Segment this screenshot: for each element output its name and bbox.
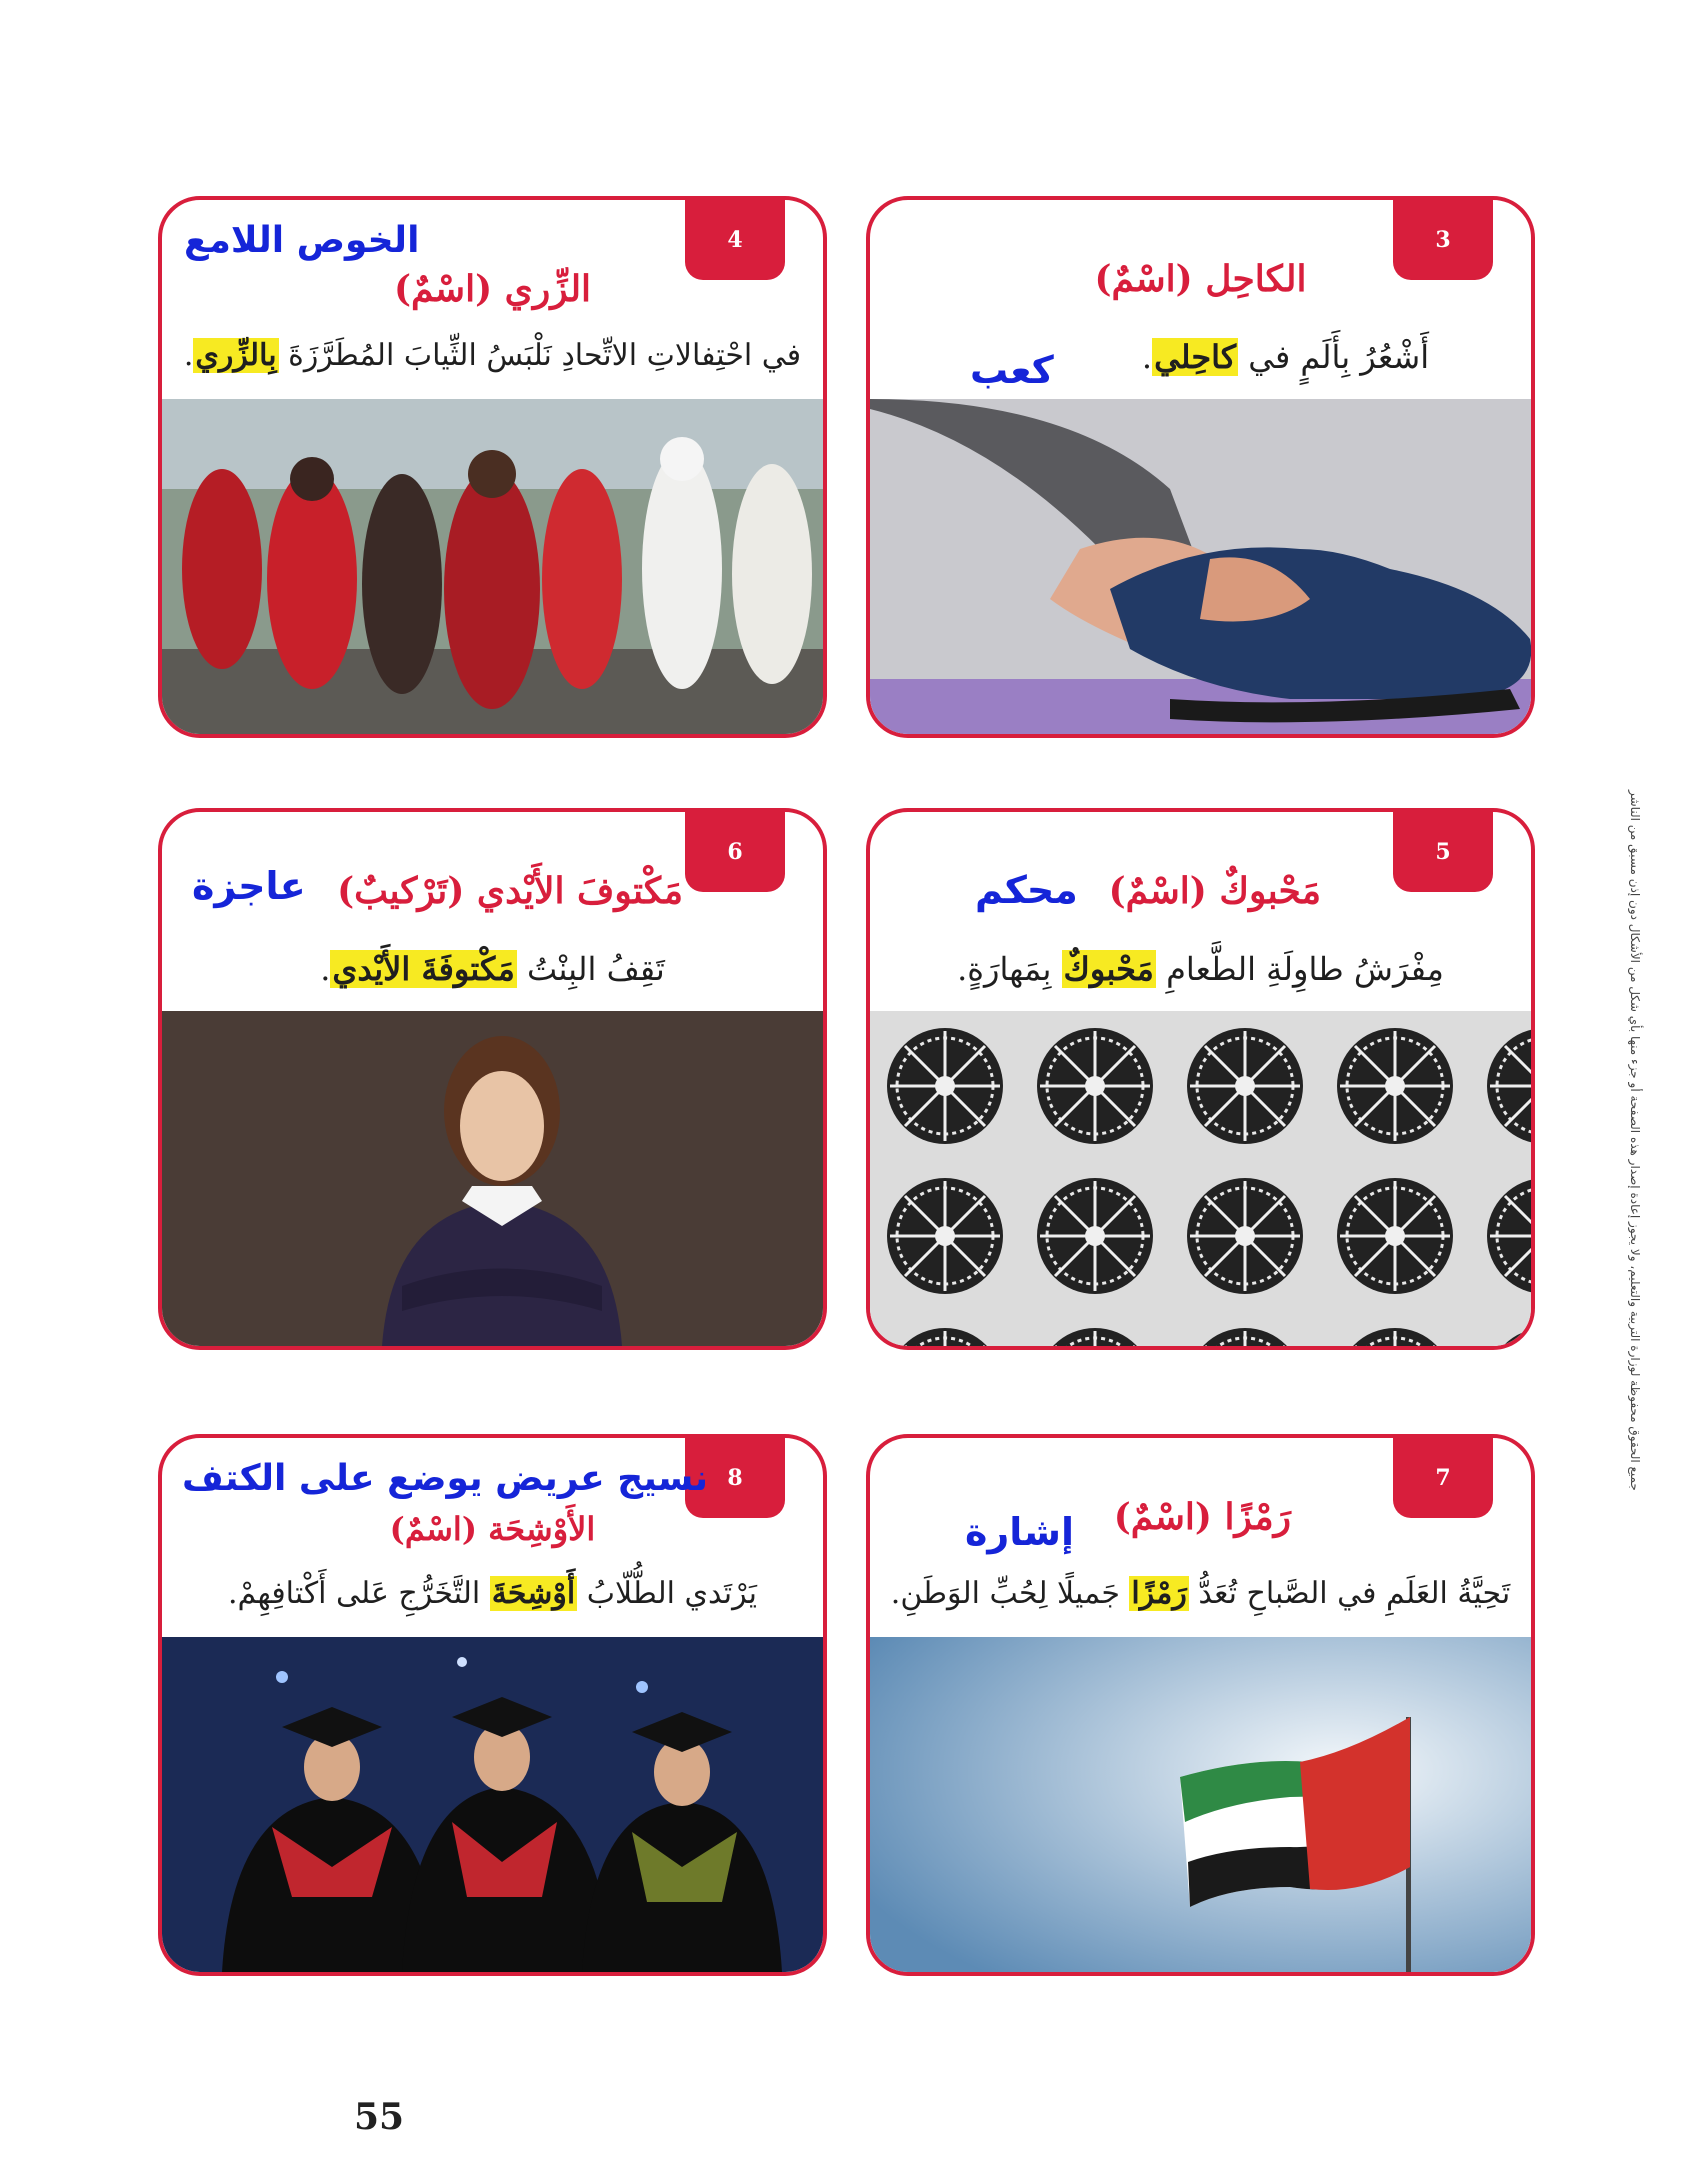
vocab-word: رَمْزًا (اسْمٌ): [1113, 1496, 1291, 1538]
vocab-card-6: [158, 808, 827, 1350]
sentence-text: .: [183, 338, 194, 373]
card-number-badge: 5: [1393, 812, 1493, 892]
vocab-card-4: [158, 196, 827, 738]
girl-photo: [162, 1011, 827, 1346]
example-sentence: [1100, 338, 1471, 376]
flag-photo: [870, 1637, 1535, 1972]
foot-photo: [870, 399, 1535, 734]
sentence-text: جَميلًا لِحُبِّ الوَطَنِ.: [890, 1576, 1130, 1611]
vocab-word: الزِّري (اسْمٌ): [393, 268, 592, 310]
handwritten-gloss: الخوص اللامع: [184, 220, 420, 261]
sentence-text: .: [320, 950, 331, 988]
vocab-word: الكاحِل (اسْمٌ): [1094, 258, 1307, 300]
handwritten-gloss: نسيج عريض يوضع على الكتف: [182, 1458, 709, 1499]
handwritten-gloss: محكم: [975, 868, 1078, 912]
sentence-text: تَقِفُ البِنْتُ: [516, 950, 665, 988]
handwritten-gloss: إشارة: [965, 1510, 1074, 1554]
vocab-card-7: [866, 1434, 1535, 1976]
handwritten-gloss: عاجزة: [192, 864, 306, 908]
parade-photo: [162, 399, 827, 734]
card-number-badge: 6: [685, 812, 785, 892]
card-number-badge: 8: [685, 1438, 785, 1518]
handwritten-gloss: كعب: [970, 348, 1054, 392]
example-sentence: [870, 1576, 1531, 1611]
vocab-card-3: [866, 196, 1535, 738]
card-number-badge: 3: [1393, 200, 1493, 280]
sentence-text: بِمَهارَةٍ.: [957, 950, 1062, 988]
highlighted-word: مَكْتوفَةَ الأَيْدي: [332, 950, 515, 988]
example-sentence: [172, 1576, 813, 1611]
sentence-text: أَشْعُرُ بِأَلَمٍ في: [1238, 338, 1430, 376]
highlighted-word: رَمْزًا: [1131, 1576, 1187, 1611]
vocab-card-5: [866, 808, 1535, 1350]
sentence-text: في احْتِفالاتِ الاتِّحادِ نَلْبَسُ الثِّيابَ المُطَرَّزَةَ: [278, 338, 802, 373]
highlighted-word: كاحِلي: [1154, 338, 1237, 376]
highlighted-word: بِالزِّري: [195, 338, 277, 373]
highlighted-word: أَوْشِحَةَ: [491, 1576, 576, 1611]
copyright-side-text: جميع الحقوق محفوظة لوزارة التربية والتعليم، ولا يجوز إعادة إصدار هذه الصفحة أو جزء منها بأي شكل من الأشكال دون إذن مسبق من الناشر: [1628, 789, 1642, 1491]
card-number-badge: 4: [685, 200, 785, 280]
page-number: 55: [354, 2096, 405, 2138]
sentence-text: يَرْتَدي الطُّلّابُ: [577, 1576, 757, 1611]
vocab-word: مَكْتوفَ الأَيْدي (تَرْكيبٌ): [337, 870, 683, 912]
highlighted-word: مَحْبوكٌ: [1063, 950, 1154, 988]
example-sentence: [172, 950, 813, 988]
card-number-badge: 7: [1393, 1438, 1493, 1518]
sentence-text: .: [1141, 338, 1153, 376]
graduates-photo: [162, 1637, 827, 1972]
example-sentence: [880, 950, 1521, 988]
sentence-text: تَحِيَّةُ العَلَمِ في الصَّباحِ تُعَدُّ: [1188, 1576, 1511, 1611]
vocab-card-8: [158, 1434, 827, 1976]
vocab-word: مَحْبوكٌ (اسْمٌ): [1108, 870, 1321, 912]
lace-photo: [870, 1011, 1535, 1346]
sentence-text: التَّخَرُّجِ عَلى أَكْتافِهِمْ.: [228, 1576, 490, 1611]
sentence-text: مِفْرَشُ طاوِلَةِ الطَّعامِ: [1155, 950, 1444, 988]
vocab-word: الأَوْشِحَة (اسْمٌ): [389, 1510, 596, 1548]
example-sentence: [172, 338, 813, 373]
